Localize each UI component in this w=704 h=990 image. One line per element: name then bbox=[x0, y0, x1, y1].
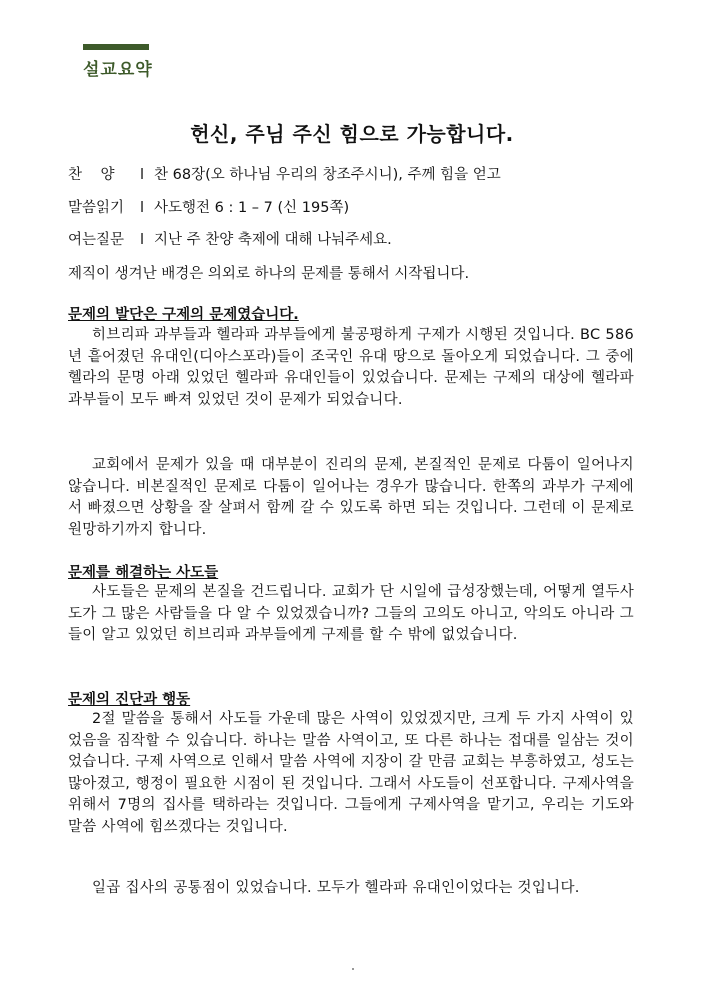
page-title: 헌신, 주님 주신 힘으로 가능합니다. bbox=[190, 122, 514, 146]
meta-question bbox=[68, 228, 392, 249]
meta-question-value: 지난 주 찬양 축제에 대해 나눠주세요. bbox=[154, 232, 392, 248]
logo-text: 설교요약 bbox=[83, 60, 153, 80]
meta-separator: l bbox=[140, 167, 145, 183]
meta-hymn-label: 찬 양 bbox=[68, 167, 115, 183]
meta-hymn bbox=[68, 163, 501, 184]
paragraph: 일곱 집사의 공통점이 있었습니다. 모두가 헬라파 유대인이었다는 것입니다. bbox=[92, 880, 580, 896]
paragraph: 사도들은 문제의 본질을 건드립니다. 교회가 단 시일에 급성장했는데, 어떻게 열두사도가 그 많은 사람들을 다 알 수 있었겠습니까? 그들의 고의도 아니고, 악의도 아니라 그들이 알고 있었던 히브리파 과부들에게 구제를 할 수 밖에 없었습니다. bbox=[68, 584, 634, 643]
paragraph: 교회에서 문제가 있을 때 대부분이 진리의 문제, 본질적인 문제로 다툼이 일어나지 않습니다. 비본질적인 문제로 다툼이 일어나는 경우가 많습니다. 한쪽의 과부가 구제에서 빠졌으면 상황을 잘 살펴서 함께 갈 수 있도록 하면 되는 것입니다. 그런데 이 문제로 원망하기까지 합니다. bbox=[68, 457, 634, 538]
meta-separator: l bbox=[140, 200, 145, 216]
section-heading: 문제의 진단과 행동 bbox=[68, 692, 191, 708]
meta-reading-label: 말씀읽기 bbox=[68, 200, 125, 216]
paragraph: 히브리파 과부들과 헬라파 과부들에게 불공평하게 구제가 시행된 것입니다. BC 586년 흩어졌던 유대인(디아스포라)들이 조국인 유대 땅으로 돌아오게 되었습니다. 그 중에 헬라의 문명 아래 있었던 헬라파 유대인들이 있었습니다. 문제는 구제의 대상에 헬라파 과부들이 모두 빠져 있었던 것이 문제가 되었습니다. bbox=[68, 327, 634, 408]
meta-reading-value: 사도행전 6 : 1 – 7 (신 195쪽) bbox=[154, 200, 350, 216]
meta-separator: l bbox=[140, 232, 145, 248]
meta-reading bbox=[68, 196, 349, 217]
logo-bar bbox=[83, 44, 149, 50]
intro-text: 제직이 생겨난 배경은 의외로 하나의 문제를 통해서 시작됩니다. bbox=[68, 266, 470, 282]
section-heading: 문제를 해결하는 사도들 bbox=[68, 565, 219, 581]
footer-dot bbox=[352, 968, 354, 970]
section-heading: 문제의 발단은 구제의 문제였습니다. bbox=[68, 307, 299, 323]
meta-question-label: 여는질문 bbox=[68, 232, 125, 248]
paragraph: 2절 말씀을 통해서 사도들 가운데 많은 사역이 있었겠지만, 크게 두 가지 사역이 있었음을 짐작할 수 있습니다. 하나는 말씀 사역이고, 또 다른 하나는 접대를 일삼는 것이었습니다. 구제 사역으로 인해서 말씀 사역에 지장이 갈 만큼 교회는 부흥하였고, 성도는 많아졌고, 행정이 필요한 시점이 된 것입니다. 그래서 사도들이 선포합니다. 구제사역을 위해서 7명의 집사를 택하라는 것입니다. 그들에게 구제사역을 맡기고, 우리는 기도와 말씀 사역에 힘쓰겠다는 것입니다. bbox=[68, 711, 634, 835]
meta-hymn-value: 찬 68장(오 하나님 우리의 창조주시니), 주께 힘을 얻고 bbox=[154, 167, 501, 183]
